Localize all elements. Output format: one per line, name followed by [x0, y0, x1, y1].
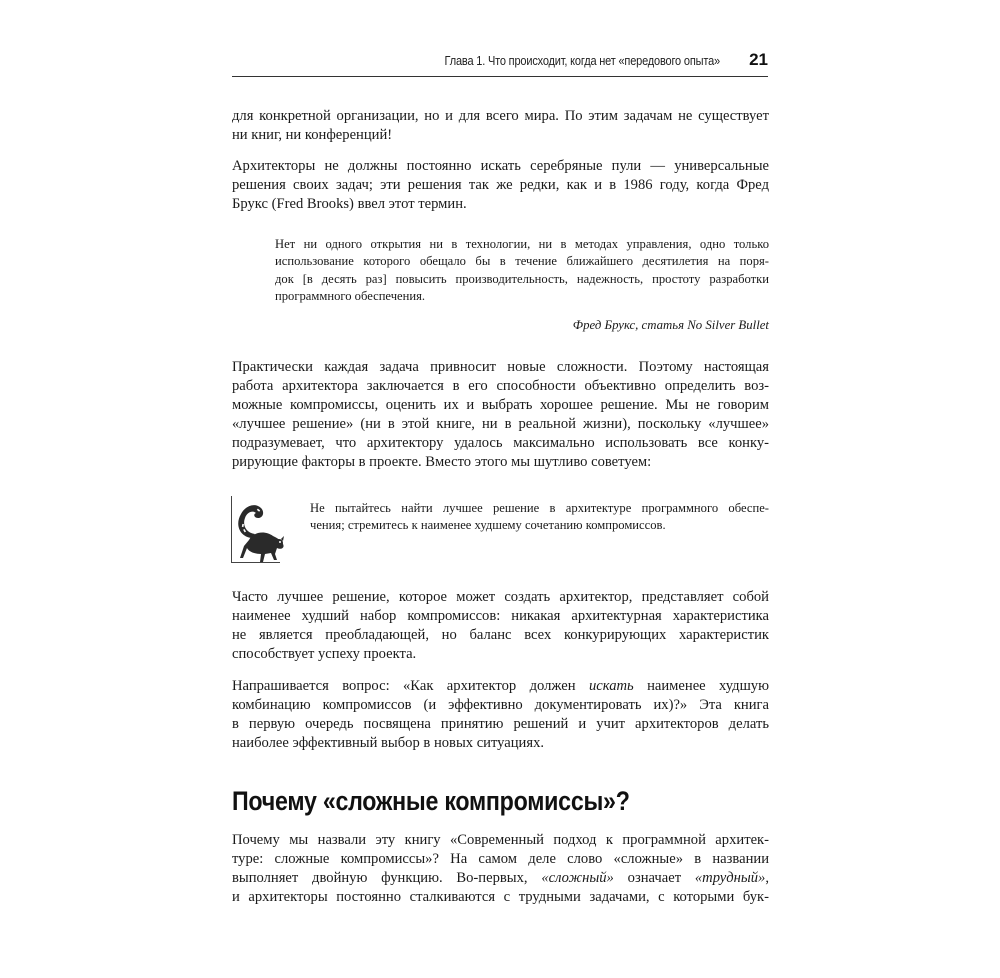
quote-line: использование которого обещало бы в течение ближайшего десятилетия на поря- [275, 254, 769, 269]
text-line: комбинацию компромиссов (и эффективно документировать их)?» Эта книга [232, 697, 769, 713]
quote-line: программного обеспечения. [275, 289, 426, 304]
text-segment: означает [613, 870, 695, 886]
text-line: Почему мы назвали эту книгу «Современный подход к программной архитек- [232, 832, 769, 848]
tip-line: чения; стремитесь к наименее худшему сочетанию компромиссов. [310, 518, 666, 533]
text-line [232, 677, 769, 696]
text-line: «лучшее решение» (ни в этой книге, ни в реальной жизни), поскольку «лучшее» [232, 416, 769, 432]
text-line: Брукс (Fred Brooks) ввел этот термин. [232, 196, 467, 212]
running-header [232, 50, 768, 77]
text-line [232, 869, 769, 888]
text-line: Архитекторы не должны постоянно искать серебряные пули — универсальные [232, 158, 769, 174]
emphasis-text: «трудный» [694, 870, 766, 886]
quote-line: док [в десять раз] повысить производительность, надежность, простоту разработки [275, 271, 769, 286]
text-line: наиболее эффективный выбор в новых ситуациях. [232, 735, 545, 751]
tip-text [310, 500, 769, 535]
text-line: Часто лучшее решение, которое может создать архитектор, представляет собой [232, 589, 769, 605]
paragraph-4 [232, 588, 769, 664]
text-segment: выполняет двойную функцию. Во-первых, [232, 870, 542, 886]
chapter-title: Глава 1. Что происходит, когда нет «передового опыта» [444, 54, 720, 68]
section-heading: Почему «сложные компромиссы»? [232, 786, 630, 816]
text-line: и архитекторы постоянно сталкиваются с трудными задачами, с которыми бук- [232, 889, 769, 905]
emphasis-text: искать [588, 678, 634, 694]
text-line: можные компромиссы, оценить их и выбрать хорошее решение. Мы не говорим [232, 397, 769, 413]
text-line: работа архитектора заключается в его способности объективно определить воз- [232, 378, 769, 394]
paragraph-2 [232, 157, 769, 214]
quote-attribution: Фред Брукс, статья No Silver Bullet [572, 318, 769, 332]
text-line: способствует успеху проекта. [232, 646, 417, 662]
paragraph-6 [232, 831, 769, 907]
text-line: Практически каждая задача привносит новые сложности. Поэтому настоящая [232, 359, 769, 375]
text-line: наименее худший набор компромиссов: никакая архитектурная характеристика [232, 608, 769, 624]
text-line: ни книг, ни конференций! [232, 127, 393, 143]
paragraph-1 [232, 107, 769, 145]
text-line: туре: сложные компромиссы»? На самом деле слово «сложные» в названии [232, 851, 769, 867]
lemur-icon [231, 496, 285, 568]
text-line: в первую очередь посвящена принятию решений и учит архитекторов делать [232, 716, 769, 732]
text-line: для конкретной организации, но и для всего мира. По этим задачам не существует [232, 108, 769, 124]
text-line: решения своих задач; эти решения так же редки, как и в 1986 году, когда Фред [232, 177, 769, 193]
text-segment: Напрашивается вопрос: «Как архитектор должен [232, 678, 589, 694]
text-segment: , [765, 870, 769, 886]
emphasis-text: «сложный» [541, 870, 614, 886]
page-number: 21 [749, 50, 768, 69]
paragraph-5 [232, 677, 769, 753]
block-quote [275, 236, 769, 306]
tip-line: Не пытайтесь найти лучшее решение в архитектуре программного обеспе- [310, 501, 769, 515]
text-line: не является преобладающей, но баланс всех конкурирующих характеристик [232, 627, 769, 643]
paragraph-3 [232, 358, 769, 472]
text-line: рирующие факторы в проекте. Вместо этого мы шутливо советуем: [232, 454, 652, 470]
text-segment: наименее худшую [633, 678, 770, 694]
quote-line: Нет ни одного открытия ни в технологии, ни в методах управления, одно только [275, 237, 769, 251]
text-line: подразумевает, что архитектору удалось максимально использовать все конку- [232, 435, 769, 451]
